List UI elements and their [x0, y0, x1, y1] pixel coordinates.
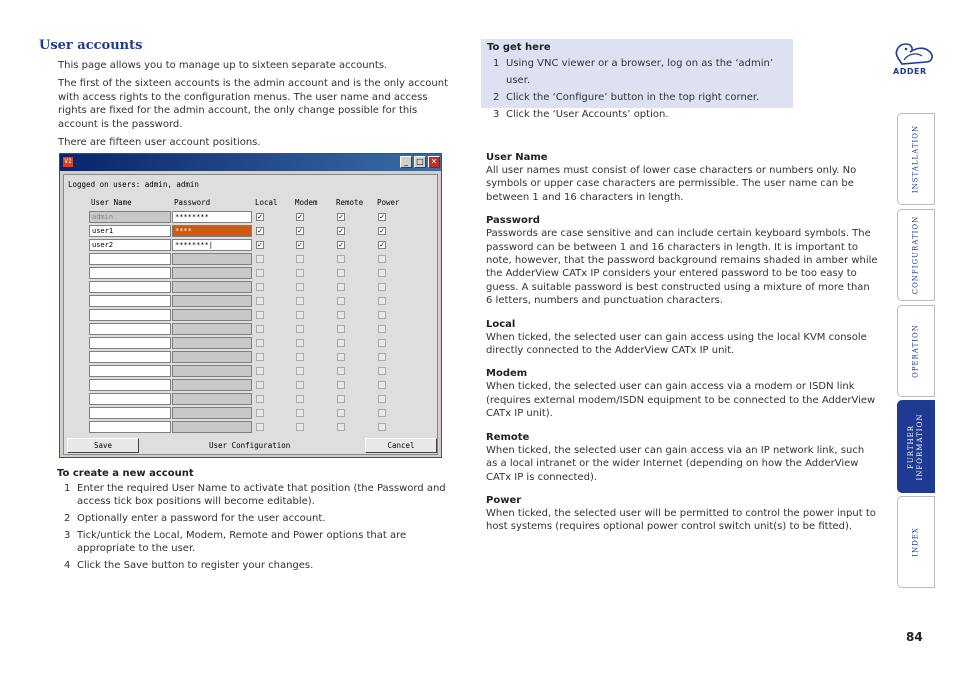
adder-brand-text: ADDER: [893, 67, 927, 76]
local-checkbox[interactable]: ✓: [257, 227, 263, 235]
local-checkbox[interactable]: [256, 255, 264, 263]
definition-term: Power: [486, 494, 522, 506]
list-item: 4 Click the Save button to register your changes.: [64, 560, 314, 571]
definition-text: Passwords are case sensitive and can include certain keyboard symbols. The password can be between 1 and 16 characters in length. It is important to note, however, that the password background remains shaded in amber while the AdderView CATx IP considers your entered password to be too easy to guess. A suitable password is best constructed using a mixture of more than 6 letters, numbers and punctuation characters.: [486, 228, 878, 307]
definition-local: [486, 318, 878, 358]
power-checkbox[interactable]: [378, 395, 386, 403]
definition-remote: [486, 431, 878, 484]
user-configuration-title: User Configuration: [209, 441, 291, 450]
local-checkbox[interactable]: ✓: [257, 213, 263, 221]
power-checkbox[interactable]: ✓: [379, 241, 385, 249]
column-header-local: Local: [255, 198, 278, 207]
username-field[interactable]: [89, 351, 171, 363]
modem-checkbox[interactable]: [296, 311, 304, 319]
definition-term: Modem: [486, 368, 528, 380]
password-field[interactable]: [172, 379, 252, 391]
power-checkbox[interactable]: [378, 325, 386, 333]
password-field[interactable]: [172, 351, 252, 363]
column-header-password: Password: [174, 198, 211, 207]
cancel-button[interactable]: Cancel: [365, 438, 437, 453]
username-field[interactable]: [89, 421, 171, 433]
list-item: 3 Tick/untick the Local, Modem, Remote and Power options that are appropriate to the user.: [64, 530, 407, 554]
definition-text: When ticked, the selected user can gain access via an IP network link, such as a local intranet or the wider Internet (depending on how the AdderView CATx IP is connected).: [486, 444, 865, 483]
local-checkbox[interactable]: [256, 339, 264, 347]
remote-checkbox[interactable]: ✓: [338, 213, 344, 221]
user-config-panel: [63, 174, 438, 455]
password-field[interactable]: [172, 421, 252, 433]
password-field[interactable]: ****: [172, 225, 252, 237]
power-checkbox[interactable]: [378, 339, 386, 347]
tab-index[interactable]: INDEX: [897, 496, 935, 588]
password-field[interactable]: [172, 295, 252, 307]
definition-text: When ticked, the selected user can gain access via a modem or ISDN link (requires external modem/ISDN equipment to be connected to the AdderView CATx IP unit).: [486, 381, 876, 420]
column-header-username: User Name: [91, 198, 132, 207]
tab-configuration[interactable]: CONFIGURATION: [897, 209, 935, 301]
vnc-logo-icon: V2: [64, 158, 72, 165]
local-checkbox[interactable]: [256, 423, 264, 431]
page-number: 84: [906, 630, 923, 644]
definition-text: All user names must consist of lower case characters or numbers only. No symbols or upper case characters are permissible. The user name can be between 1 and 16 characters in length.: [486, 165, 857, 203]
list-item: 1 Enter the required User Name to activate that position (the Password and access tick box positions will become editable).: [64, 483, 446, 507]
remote-checkbox[interactable]: [337, 325, 345, 333]
get-here-heading: To get here: [487, 42, 551, 53]
remote-checkbox[interactable]: ✓: [338, 241, 344, 249]
modem-checkbox[interactable]: [296, 395, 304, 403]
modem-checkbox[interactable]: [296, 255, 304, 263]
power-checkbox[interactable]: ✓: [379, 227, 385, 235]
remote-checkbox[interactable]: [337, 283, 345, 291]
remote-checkbox[interactable]: ✓: [338, 227, 344, 235]
username-field[interactable]: user2: [89, 239, 171, 251]
list-item: 1 Using VNC viewer or a browser, log on as the ‘admin’ user.: [493, 58, 774, 86]
to-get-here-box: [481, 39, 793, 120]
modem-checkbox[interactable]: [296, 325, 304, 333]
column-header-power: Power: [377, 198, 400, 207]
local-checkbox[interactable]: [256, 367, 264, 375]
definition-term: Remote: [486, 431, 530, 443]
close-icon[interactable]: ✕: [428, 156, 440, 168]
remote-checkbox[interactable]: [337, 381, 345, 389]
left-column: [39, 38, 449, 154]
power-checkbox[interactable]: [378, 255, 386, 263]
page-title: User accounts: [39, 38, 143, 53]
password-field[interactable]: [172, 393, 252, 405]
list-item: 3 Click the ‘User Accounts’ option.: [493, 109, 669, 120]
username-field[interactable]: [89, 295, 171, 307]
power-checkbox[interactable]: [378, 409, 386, 417]
remote-checkbox[interactable]: [337, 339, 345, 347]
tab-further-information[interactable]: FURTHER INFORMATION: [897, 400, 935, 493]
definition-password: [486, 214, 878, 307]
local-checkbox[interactable]: [256, 311, 264, 319]
username-field[interactable]: [89, 365, 171, 377]
column-header-modem: Modem: [295, 198, 318, 207]
list-item: 2 Optionally enter a password for the user account.: [64, 513, 326, 524]
password-field[interactable]: [172, 323, 252, 335]
field-definitions: [486, 151, 878, 544]
username-field[interactable]: [89, 323, 171, 335]
username-field[interactable]: [89, 407, 171, 419]
definition-term: User Name: [486, 152, 548, 163]
local-checkbox[interactable]: [256, 395, 264, 403]
column-header-remote: Remote: [336, 198, 364, 207]
local-checkbox[interactable]: [256, 325, 264, 333]
logged-users-label: Logged on users: admin, admin: [68, 180, 199, 189]
modem-checkbox[interactable]: [296, 297, 304, 305]
definition-text: When ticked, the selected user will be permitted to control the power input to host systems (requires optional power control switch unit(s) to be fitted).: [486, 507, 876, 533]
modem-checkbox[interactable]: [296, 423, 304, 431]
remote-checkbox[interactable]: [337, 353, 345, 361]
window-titlebar: [60, 154, 441, 171]
modem-checkbox[interactable]: [296, 367, 304, 375]
definition-power: [486, 494, 878, 534]
tab-operation[interactable]: OPERATION: [897, 305, 935, 397]
username-field[interactable]: [89, 337, 171, 349]
remote-checkbox[interactable]: [337, 269, 345, 277]
remote-checkbox[interactable]: [337, 395, 345, 403]
modem-checkbox[interactable]: [296, 283, 304, 291]
modem-checkbox[interactable]: [296, 269, 304, 277]
password-field[interactable]: ********: [172, 211, 252, 223]
password-field[interactable]: ********|: [172, 239, 252, 251]
local-checkbox[interactable]: [256, 353, 264, 361]
modem-checkbox[interactable]: [296, 339, 304, 347]
local-checkbox[interactable]: [256, 283, 264, 291]
modem-checkbox[interactable]: [296, 353, 304, 361]
definition-username: [486, 151, 878, 204]
modem-checkbox[interactable]: [296, 409, 304, 417]
username-field[interactable]: [89, 253, 171, 265]
remote-checkbox[interactable]: [337, 311, 345, 319]
password-field[interactable]: [172, 337, 252, 349]
password-field[interactable]: [172, 365, 252, 377]
create-heading: To create a new account: [57, 468, 194, 479]
intro-paragraph: This page allows you to manage up to sixteen separate accounts.: [58, 60, 388, 71]
remote-checkbox[interactable]: [337, 423, 345, 431]
remote-checkbox[interactable]: [337, 297, 345, 305]
definition-term: Password: [486, 215, 540, 227]
password-field[interactable]: [172, 281, 252, 293]
username-field[interactable]: [89, 309, 171, 321]
modem-checkbox[interactable]: ✓: [297, 241, 303, 249]
create-account-steps: [57, 468, 452, 576]
local-checkbox[interactable]: [256, 409, 264, 417]
intro-paragraph: There are fifteen user account positions.: [58, 137, 261, 149]
definition-term: Local: [486, 318, 516, 330]
save-button[interactable]: Save: [67, 438, 139, 453]
power-checkbox[interactable]: [378, 311, 386, 319]
username-field[interactable]: admin: [89, 211, 171, 223]
local-checkbox[interactable]: [256, 269, 264, 277]
remote-checkbox[interactable]: [337, 409, 345, 417]
remote-checkbox[interactable]: [337, 367, 345, 375]
password-field[interactable]: [172, 253, 252, 265]
username-field[interactable]: [89, 281, 171, 293]
power-checkbox[interactable]: [378, 381, 386, 389]
password-field[interactable]: [172, 407, 252, 419]
intro-paragraph: The first of the sixteen accounts is the admin account and is the only account with access rights to the configuration menus. The user name and access rights are fixed for the admin account, the only change possible for this account is the password.: [58, 78, 448, 130]
definition-modem: [486, 367, 878, 420]
power-checkbox[interactable]: [378, 269, 386, 277]
power-checkbox[interactable]: [378, 353, 386, 361]
remote-checkbox[interactable]: [337, 255, 345, 263]
password-field[interactable]: [172, 267, 252, 279]
power-checkbox[interactable]: [378, 283, 386, 291]
power-checkbox[interactable]: [378, 423, 386, 431]
list-item: 2 Click the ‘Configure’ button in the top right corner.: [493, 92, 760, 103]
power-checkbox[interactable]: [378, 297, 386, 305]
local-checkbox[interactable]: ✓: [257, 241, 263, 249]
modem-checkbox[interactable]: ✓: [297, 213, 303, 221]
username-field[interactable]: [89, 379, 171, 391]
local-checkbox[interactable]: [256, 381, 264, 389]
power-checkbox[interactable]: [378, 367, 386, 375]
username-field[interactable]: [89, 267, 171, 279]
intro: [39, 59, 449, 149]
definition-text: When ticked, the selected user can gain access using the local KVM console directly connected to the AdderView CATx IP unit.: [486, 331, 867, 357]
local-checkbox[interactable]: [256, 297, 264, 305]
password-field[interactable]: [172, 309, 252, 321]
modem-checkbox[interactable]: ✓: [297, 227, 303, 235]
username-field[interactable]: [89, 393, 171, 405]
modem-checkbox[interactable]: [296, 381, 304, 389]
minimize-icon[interactable]: _: [400, 156, 412, 168]
username-field[interactable]: user1: [89, 225, 171, 237]
power-checkbox[interactable]: ✓: [379, 213, 385, 221]
vnc-window-screenshot: [59, 153, 442, 458]
tab-installation[interactable]: INSTALLATION: [897, 113, 935, 205]
maximize-icon[interactable]: □: [414, 156, 426, 168]
